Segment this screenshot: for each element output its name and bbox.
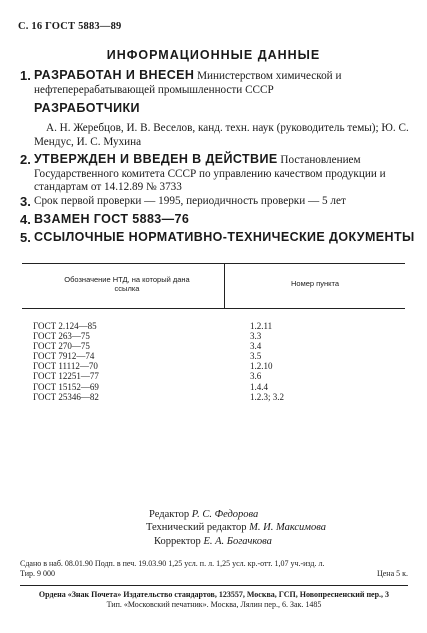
item-number: 4. — [20, 212, 31, 227]
item-number: 2. — [20, 152, 31, 167]
page-header: С. 16 ГОСТ 5883—89 — [18, 21, 122, 32]
editorial-credits — [146, 508, 326, 548]
developers-list: А. Н. Жеребцов, И. В. Веселов, канд. техн. наук (руководитель темы); Ю. С. Мендус, И. С. Мухина — [34, 122, 409, 148]
table-cell: 1.2.3; 3.2 — [250, 391, 285, 402]
table-cell: ГОСТ 263—75 — [33, 331, 90, 342]
item-caps: ВЗАМЕН ГОСТ 5883—76 — [34, 212, 190, 226]
proofreader-name: Е. А. Богачкова — [203, 535, 272, 547]
print-run: Тир. 9 000 — [20, 569, 55, 578]
item-replaces — [20, 213, 415, 228]
table-row — [22, 351, 405, 361]
editor-label: Редактор — [149, 509, 190, 520]
table-cell: ГОСТ 11112—70 — [33, 361, 98, 372]
table-row — [22, 331, 405, 341]
item-caps: УТВЕРЖДЕН И ВВЕДЕН В ДЕЙСТВИЕ — [34, 152, 278, 166]
item-caps: ССЫЛОЧНЫЕ НОРМАТИВНО-ТЕХНИЧЕСКИЕ ДОКУМЕНТЫ — [34, 230, 415, 244]
item-caps: РАЗРАБОТАН И ВНЕСЕН — [34, 68, 195, 82]
table-row — [22, 392, 405, 402]
price: Цена 5 к. — [376, 569, 408, 578]
proofreader-label: Корректор — [154, 535, 201, 547]
table-cell: ГОСТ 2.124—85 — [33, 321, 97, 331]
table-cell: 3.3 — [250, 331, 262, 342]
column-divider — [224, 264, 225, 308]
item-review — [20, 195, 415, 209]
table-row — [22, 361, 405, 371]
item-approved — [20, 153, 415, 195]
imprint-block — [20, 559, 408, 610]
table-cell: 1.2.11 — [250, 321, 273, 331]
item-developed — [20, 69, 415, 97]
item-number: 5. — [20, 230, 31, 245]
table-row — [22, 382, 405, 392]
table-row — [22, 341, 405, 351]
page-title: ИНФОРМАЦИОННЫЕ ДАННЫЕ — [106, 48, 321, 62]
developers-heading: РАЗРАБОТЧИКИ — [34, 101, 140, 115]
table-cell: 3.5 — [250, 351, 262, 362]
printer-line: Тип. «Московский печатник». Москва, Лялин пер., 6. Зак. 1485 — [106, 600, 322, 609]
proofreader-line — [146, 535, 326, 548]
table-cell: 3.6 — [250, 371, 262, 382]
table-header — [22, 263, 405, 309]
table-cell: 1.2.10 — [250, 361, 273, 372]
imprint-line — [20, 569, 408, 579]
editor-line — [146, 508, 326, 521]
tech-editor-name: М. И. Максимова — [249, 522, 326, 534]
column-header-clause: Номер пункта — [290, 279, 339, 288]
item-text: Министерством химической и нефтеперерабатывающей промышленности СССР — [34, 70, 342, 96]
table-row — [22, 371, 405, 381]
column-header-document: Обозначение НТД, на который дана ссылка — [64, 275, 190, 293]
table-cell: ГОСТ 15152—69 — [33, 381, 99, 392]
table-cell: ГОСТ 270—75 — [33, 341, 90, 352]
table-cell: ГОСТ 7912—74 — [33, 351, 95, 362]
imprint-line: Сдано в наб. 08.01.90 Подп. в печ. 19.03.90 1,25 усл. п. л. 1,25 усл. кр.-отт. 1,07 уч.-изд. л. — [20, 559, 325, 568]
table-cell: ГОСТ 25346—82 — [33, 391, 99, 402]
table-body — [22, 321, 405, 402]
table-cell: ГОСТ 12251—77 — [33, 371, 99, 382]
item-number: 1. — [20, 68, 31, 83]
publisher-line: Ордена «Знак Почета» Издательство стандартов, 123557, Москва, ГСП, Новопресненский пер., 3 — [38, 590, 390, 599]
item-text: Постановлением Государственного комитета СССР по управлению качеством продукции и стандартам от 14.12.89 № 3733 — [34, 154, 386, 194]
table-cell: 3.4 — [250, 341, 262, 352]
item-number: 3. — [20, 194, 31, 209]
item-text: Срок первой проверки — 1995, периодичность проверки — 5 лет — [34, 195, 346, 207]
publisher-footer — [20, 590, 408, 610]
table-row — [22, 321, 405, 331]
table-cell: 1.4.4 — [250, 381, 268, 392]
tech-editor-label: Технический редактор — [146, 522, 247, 534]
tech-editor-line — [146, 521, 326, 534]
item-references — [20, 231, 415, 246]
editor-name: Р. С. Федорова — [191, 509, 259, 520]
reference-table — [22, 263, 405, 402]
divider — [20, 585, 408, 586]
